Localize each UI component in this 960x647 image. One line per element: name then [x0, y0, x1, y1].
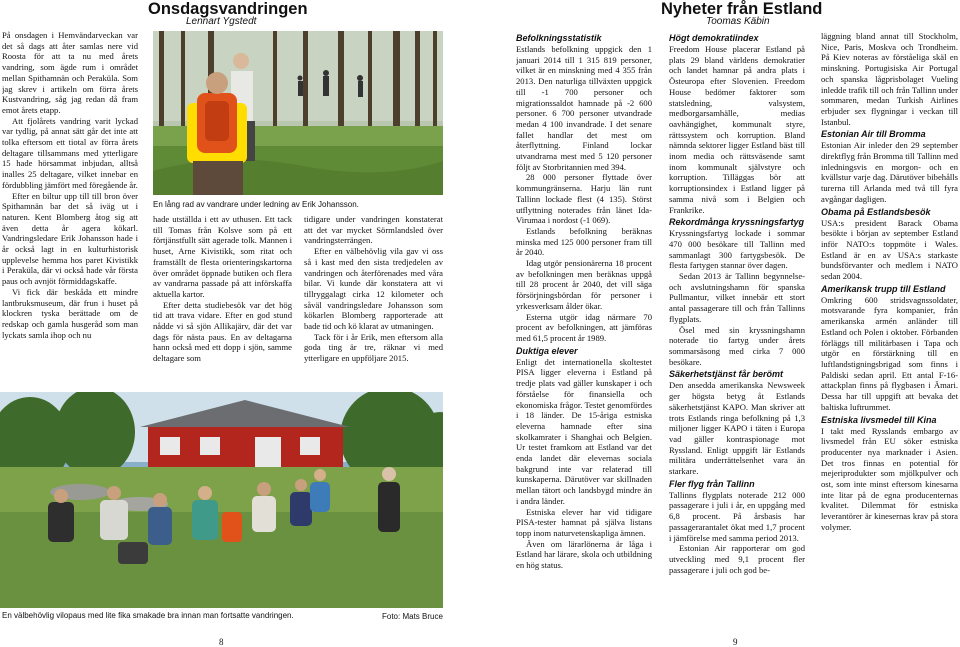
- page-number-left: 8: [219, 637, 224, 647]
- paragraph: Tack för i år Erik, men eftersom alla goda ting är tre, räknar vi med ytterligare en uppföljare 2015.: [304, 331, 443, 364]
- paragraph: hade utställda i ett av uthusen. Ett tack till Tomas från Kolsve som på ett förtjänstfullt sätt agerade tolk. Mannen i huset, Arne Kivistikk, som ritat och framställt de flesta orienteringskartorna över området öppnade butiken och flera av vandrarna passade på att införskaffa aktuella kartor.: [153, 214, 292, 299]
- left-intro-column: [2, 30, 138, 388]
- paragraph: På onsdagen i Hemvändarveckan var det så dags att åter samlas nere vid Roosta för att ta nu med årets vandring, som ägde rum i området mellan Spithamnän och Peraküla. Som jag skrev i artikeln om förra årets Kustvandring, såg jag redan då fram emot årets etapp.: [2, 30, 138, 115]
- news-column-2: [669, 31, 805, 631]
- section-heading: Obama på Estlandsbesök: [821, 206, 931, 217]
- paragraph: Estonian Air inleder den 29 september direktflyg från Bromma till Tallinn med inledningsvis en morgon- och en kvällstur varje dag. Därutöver bibehålls turerna till Arlanda med två till fyra avgångar dagligen.: [821, 140, 958, 204]
- paragraph: läggning bland annat till Stockholm, Nice, Paris, Moskva och Trondheim. På Kiev noteras av förståeliga skäl en minskning. Portugisiska Air Portugal och spanska lågprisbolaget Vueling inledde trafik till och från Tallinn under sommaren, medan Turkish Airlines erbjuder sex flygningar i veckan till Istanbul.: [821, 31, 958, 127]
- paragraph: Idag utgör pensionärerna 18 procent av befolkningen men beräknas uppgå till 28 procent år 2040, det vill säga försörjningsbördan för personer i yrkesverksam ålder ökar.: [516, 258, 652, 311]
- section-heading: Estniska livsmedel till Kina: [821, 414, 937, 425]
- news-column-1: [516, 31, 652, 631]
- article-column-2: [153, 214, 292, 389]
- paragraph: Att fjolårets vandring varit lyckad var tydlig, på annat sätt går det inte att tolka eftersom ett tiotal av förra årets deltagare tillsammans med ytterligare 15 hade hörsammat inbjudan, alltså inalles 25 deltagare, vilket innebar en fördubbling jämfört med föregående år.: [2, 115, 138, 190]
- paragraph: Även om lärarlönerna är låga i Estland har lärare, skola och utbildning en hög status.: [516, 538, 652, 571]
- paragraph: Kryssningsfartyg lockade i sommar 470 000 besökare till Tallinn med sammanlagt 300 fartygsbesök. De flesta fartygen stannar över dagen.: [669, 228, 805, 271]
- paragraph: Den ansedda amerikanska Newsweek ger högsta betyg åt Estlands säkerhetstjänst KAPO. Man skriver att trots Estlands ringa befolkning på 1,3 miljoner ligger KAPO i täten i Europa vad gäller kontraspionage mot Ryssland. Enligt uppgift lär Estlands militära underrättelsenhet vara än starkare.: [669, 380, 805, 477]
- top-photo-caption: En lång rad av vandrare under ledning av Erik Johansson.: [153, 200, 359, 209]
- section-heading: Amerikansk trupp till Estland: [821, 283, 946, 294]
- paragraph: tidigare under vandringen konstaterat att det var mycket Sörmlandsled över vandringsterrängen.: [304, 214, 443, 246]
- paragraph: Freedom House placerar Estland på plats 29 bland världens demokratier och landet hamnar på andra plats i Östeuropa efter Slovenien. Freedom House bedömer faktorer som statsledning, valsystem, medborgarsamhälle, medias oavhängighet, kommunalt styre, rättssystem och korruption. Bland nämnda sektorer ligger Estland bäst till inom media och rättsväsende samt inom kommunalt självstyre och korruption. Tilläggas bör att korruptionsindex i Estland ligger på samma nivå som i Belgien och Frankrike.: [669, 44, 805, 215]
- section-heading: Fler flyg från Tallinn: [669, 478, 755, 489]
- article-column-3: [304, 214, 443, 389]
- section-heading: Duktiga elever: [516, 345, 578, 356]
- paragraph: Estonian Air rapporterar om god utveckling med 9,1 procent fler passagerare i juli och god be-: [669, 543, 805, 575]
- paragraph: Ösel med sin kryssningshamn noterade tio fartyg under årets sommarsäsong med cirka 7 000 besökare.: [669, 324, 805, 367]
- section-heading: Befolkningsstatistik: [516, 33, 602, 43]
- page-number-right: 9: [733, 637, 738, 647]
- paragraph: Enligt det internationella skoltestet PISA ligger eleverna i Estland på tredje plats vad gäller kunskaper i och förståelse för finansiella och ekonomiska frågor. Testet genomfördes i 18 länder. De 15-åriga estniska eleverna hamnade efter sina skolkamrater i Shanghai och Belgien. Ur testet framkom att Estland var det enda landet där elevernas sociala bakgrund inte var relaterad till kunskaperna. Därutöver var skillnaden mellan tätort och landsbygd mindre än i andra länder.: [516, 356, 652, 506]
- paragraph: Estniska elever har vid tidigare PISA-tester hamnat på själva listans topp inom naturvetenskapliga ämnen.: [516, 506, 652, 538]
- paragraph: Estlands befolkning beräknas minska med 125 000 personer fram till år 2040.: [516, 225, 652, 258]
- paragraph: Omkring 600 stridsvagnssoldater, motsvarande fyra kompanier, från amerikanska armén anländer till Estland och Polen i oktober. Förbanden förläggs till militärbasen i Tapa och utgör en förstärkning till en luftlandstigningsbrigad som finns i Paldiski sedan april. Ett antal F-16-attackplan finns på flygbasen i Ämari. Dessa har till uppgift att bevaka det baltiska luftrummet.: [821, 294, 958, 412]
- paragraph: Esterna utgör idag närmare 70 procent av befolkningen, att jämföras med 61,5 procent år 1989.: [516, 311, 652, 343]
- paragraph: Sedan 2013 är Tallinn begynnelse- och avslutningshamn för spanska Pullmantur, vilket innebär ett stort antal passagerare till och från Tallinns flygplats.: [669, 271, 805, 324]
- paragraph: 28 000 personer flyttade över kommungränserna. Harju län runt Tallinn lockade flest (4 135). Störst utflyttning noterades från länet Ida-Virumaa i nordost (-1 069).: [516, 172, 652, 226]
- news-title: Nyheter från Estland: [661, 0, 823, 18]
- section-heading: Rekordmånga kryssningsfartyg: [669, 217, 805, 228]
- paragraph: I takt med Rysslands embargo av livsmedel från EU söker estniska producenter nya marknader i Asien. Det tros finnas en potential för mejeriprodukter som mjölkpulver och ost, som inte minst eftersom kinesarna inte litar på de egna producenternas kvalitet. Dilemmat för estniska leverantörer är kinesernas krav på stora volymer.: [821, 425, 958, 532]
- rest-break-photo: [0, 392, 443, 608]
- section-heading: Säkerhetstjänst får berömt: [669, 369, 784, 380]
- paragraph: Efter en välbehövlig vila gav vi oss så i kast med den sista tredjedelen av vandringen och återförenades med våra bilar. Vi kunde där konstatera att vi tillryggalagt cirka 12 kilometer och såväl vandringsledare Johansson som kökarlen Blomberg rapporterade att bade tid och kö klarat av utmaningen.: [304, 246, 443, 332]
- article-title: Onsdagsvandringen: [148, 0, 308, 18]
- bottom-photo-caption: En välbehövlig vilopaus med lite fika smakade bra innan man fortsatte vandringen.: [2, 611, 294, 620]
- section-heading: Högt demokratiindex: [669, 33, 759, 43]
- photo-credit: Foto: Mats Bruce: [382, 612, 443, 621]
- news-column-3: [821, 31, 958, 631]
- news-byline: Toomas Käbin: [706, 16, 770, 27]
- article-byline: Lennart Ygstedt: [186, 16, 257, 27]
- paragraph: Estlands befolkning uppgick den 1 januari 2014 till 1 315 819 personer, vilket är en minskning med 4 355 från 2013. Den naturliga tillväxten uppgick till -1 700 personer och migrationssaldot hamnade på -2 600 personer. 6 700 personer utvandrade medan 4 100 invandrade. I det senare fallet handlar det mest om återflyttning. Finland lockar utvandrarna mest med 5 120 personer följt av Storbritannien med 394.: [516, 44, 652, 172]
- paragraph: Vi fick där beskåda ett mindre lantbruksmuseum, där frun i huset på klockren tyska berättade om de redskap och gamla husgeråd som man lyckats samla ihop och nu: [2, 286, 138, 340]
- paragraph: Efter en biltur upp till till bron över Spithamnän bar det så iväg ut i naturen. Kent Blomberg åtog sig att även detta år agera kökarl. Vandringsledare Erik Johansson hade i år också lagt in en kulturhistorisk upplevelse hemma hos paret Kivistikk i Peraküla, där vi också hade vår första paus och avnjöt förmiddagskaffe.: [2, 190, 138, 287]
- section-heading: Estonian Air till Bromma: [821, 129, 926, 140]
- paragraph: Efter detta studiebesök var det hög tid att trava vidare. Efter en god stund nådde vi så sjön Allikajärv, där det var dags för nästa paus. En av deltagarna hann också med ett dopp i sjön, samme deltagare som: [153, 299, 292, 364]
- paragraph: Tallinns flygplats noterade 212 000 passagerare i juli i år, en uppgång med 6,8 procent. På årsbasis har passagerarantalet ökat med 1,7 procent i jämförelse med samma period 2013.: [669, 489, 805, 543]
- hikers-forest-photo: [153, 31, 443, 195]
- paragraph: USA:s president Barack Obama besökte i början av september Estland inför NATO:s toppmöte i Wales. Estland är en av USA:s starkaste bundsförvanter och medlem i NATO sedan 2004.: [821, 217, 958, 282]
